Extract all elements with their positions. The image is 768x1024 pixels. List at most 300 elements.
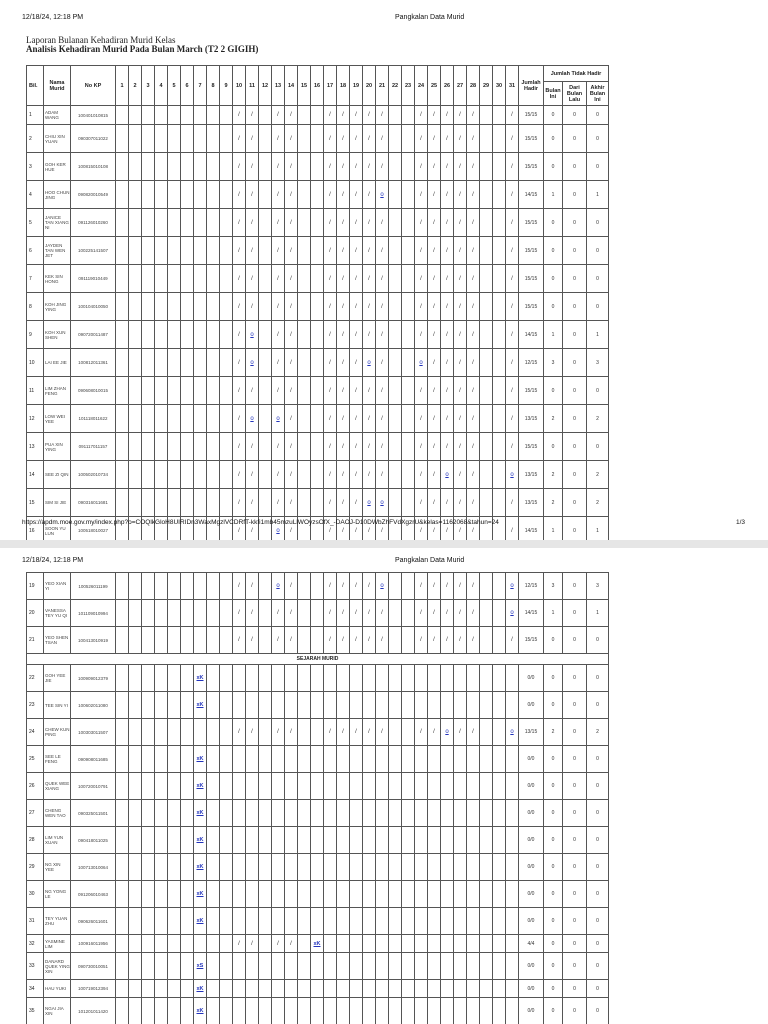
- day-cell: [181, 405, 194, 433]
- day-cell: [129, 293, 142, 321]
- day-cell: [337, 935, 350, 953]
- day-cell: o: [506, 719, 519, 746]
- student-kp: 100602011080: [71, 692, 116, 719]
- day-cell: [181, 980, 194, 998]
- report-title-line2: Analisis Kehadiran Murid Pada Bulan March (T2 2 GIGIH): [26, 44, 259, 54]
- day-cell: [168, 293, 181, 321]
- day-cell: /: [246, 209, 259, 237]
- row-bil: 6: [27, 237, 44, 265]
- tidak-hadir-bulan-ini: 0: [544, 746, 563, 773]
- col-day: 3: [142, 66, 155, 106]
- day-cell: xK: [194, 773, 207, 800]
- day-cell: /: [246, 265, 259, 293]
- day-cell: [298, 461, 311, 489]
- day-cell: /: [506, 125, 519, 153]
- col-day: 7: [194, 66, 207, 106]
- day-cell: /: [415, 600, 428, 627]
- tidak-hadir-bulan-ini: 3: [544, 349, 563, 377]
- day-cell: /: [506, 106, 519, 125]
- day-cell: [415, 980, 428, 998]
- col-day: 17: [324, 66, 337, 106]
- day-cell: /: [376, 265, 389, 293]
- day-cell: /: [233, 935, 246, 953]
- day-cell: [493, 953, 506, 980]
- day-cell: [324, 908, 337, 935]
- day-cell: /: [324, 237, 337, 265]
- day-cell: [506, 953, 519, 980]
- day-cell: /: [350, 627, 363, 654]
- student-name: LIM YUN XUAN: [44, 827, 71, 854]
- tidak-hadir-akhir-bulan-ini: 1: [587, 517, 609, 541]
- day-cell: /: [415, 293, 428, 321]
- col-day: 18: [337, 66, 350, 106]
- student-name: SIM SI JIE: [44, 489, 71, 517]
- day-cell: /: [272, 321, 285, 349]
- day-cell: [129, 377, 142, 405]
- print-timestamp: 12/18/24, 12:18 PM: [22, 557, 84, 564]
- day-cell: [350, 854, 363, 881]
- day-cell: [480, 953, 493, 980]
- table-row: [27, 573, 609, 600]
- tidak-hadir-dari-bulan-lalu: 0: [563, 746, 587, 773]
- day-cell: [311, 489, 324, 517]
- day-cell: [181, 209, 194, 237]
- day-cell: [441, 854, 454, 881]
- day-cell: /: [246, 935, 259, 953]
- day-cell: /: [467, 125, 480, 153]
- student-name: KOH XUN SHEN: [44, 321, 71, 349]
- day-cell: [389, 349, 402, 377]
- student-name: TEE SIN YI: [44, 692, 71, 719]
- day-cell: [207, 827, 220, 854]
- col-day: 14: [285, 66, 298, 106]
- day-cell: [402, 489, 415, 517]
- tidak-hadir-akhir-bulan-ini: 0: [587, 998, 609, 1024]
- day-cell: [311, 293, 324, 321]
- day-cell: [493, 106, 506, 125]
- day-cell: [467, 908, 480, 935]
- day-cell: [116, 321, 129, 349]
- day-cell: [259, 600, 272, 627]
- day-cell: [259, 746, 272, 773]
- tidak-hadir-akhir-bulan-ini: 0: [587, 293, 609, 321]
- day-cell: [207, 600, 220, 627]
- day-cell: /: [233, 405, 246, 433]
- day-cell: [337, 998, 350, 1024]
- day-cell: [142, 293, 155, 321]
- row-bil: 29: [27, 854, 44, 881]
- day-cell: /: [285, 293, 298, 321]
- day-cell: [220, 773, 233, 800]
- tidak-hadir-bulan-ini: 2: [544, 405, 563, 433]
- day-cell: o: [376, 489, 389, 517]
- table-row: [27, 800, 609, 827]
- day-cell: [298, 746, 311, 773]
- day-cell: [285, 881, 298, 908]
- day-cell: [194, 573, 207, 600]
- day-cell: /: [506, 377, 519, 405]
- day-cell: [272, 908, 285, 935]
- tidak-hadir-bulan-ini: 0: [544, 106, 563, 125]
- tidak-hadir-bulan-ini: 2: [544, 461, 563, 489]
- day-cell: [129, 209, 142, 237]
- day-cell: [324, 881, 337, 908]
- day-cell: [493, 881, 506, 908]
- day-cell: [272, 746, 285, 773]
- day-cell: [116, 573, 129, 600]
- day-cell: [272, 800, 285, 827]
- day-cell: /: [454, 237, 467, 265]
- row-bil: 8: [27, 293, 44, 321]
- day-cell: [194, 106, 207, 125]
- day-cell: o: [441, 461, 454, 489]
- day-cell: [259, 935, 272, 953]
- day-cell: [493, 800, 506, 827]
- day-cell: /: [324, 517, 337, 541]
- day-cell: /: [454, 517, 467, 541]
- day-cell: [389, 461, 402, 489]
- day-cell: [168, 881, 181, 908]
- day-cell: [389, 433, 402, 461]
- tidak-hadir-dari-bulan-lalu: 0: [563, 998, 587, 1024]
- tidak-hadir-dari-bulan-lalu: 0: [563, 665, 587, 692]
- day-cell: /: [441, 573, 454, 600]
- day-cell: [428, 935, 441, 953]
- day-cell: [116, 125, 129, 153]
- day-cell: /: [467, 209, 480, 237]
- day-cell: [233, 998, 246, 1024]
- day-cell: /: [428, 627, 441, 654]
- day-cell: [220, 692, 233, 719]
- day-cell: [350, 998, 363, 1024]
- student-kp: 100720010791: [71, 773, 116, 800]
- day-cell: [402, 854, 415, 881]
- day-cell: [220, 980, 233, 998]
- day-cell: [389, 908, 402, 935]
- jumlah-hadir: 0/0: [519, 881, 544, 908]
- student-kp: 091119010449: [71, 265, 116, 293]
- day-cell: [402, 980, 415, 998]
- day-cell: [168, 692, 181, 719]
- day-cell: [480, 349, 493, 377]
- student-name: GOH KER HUE: [44, 153, 71, 181]
- student-kp: 100909012379: [71, 665, 116, 692]
- day-cell: [480, 181, 493, 209]
- tidak-hadir-bulan-ini: 2: [544, 719, 563, 746]
- day-cell: [142, 692, 155, 719]
- day-cell: [181, 854, 194, 881]
- day-cell: /: [428, 349, 441, 377]
- day-cell: /: [467, 377, 480, 405]
- day-cell: [194, 321, 207, 349]
- day-cell: /: [350, 405, 363, 433]
- day-cell: /: [467, 517, 480, 541]
- day-cell: [259, 377, 272, 405]
- day-cell: [129, 953, 142, 980]
- day-cell: [298, 998, 311, 1024]
- day-cell: [454, 854, 467, 881]
- jumlah-hadir: 12/15: [519, 573, 544, 600]
- day-cell: [350, 908, 363, 935]
- student-kp: 100815010108: [71, 153, 116, 181]
- day-cell: [402, 998, 415, 1024]
- attendance-table-body: [27, 573, 609, 654]
- day-cell: [168, 854, 181, 881]
- day-cell: [480, 719, 493, 746]
- student-kp: 090720011487: [71, 321, 116, 349]
- tidak-hadir-dari-bulan-lalu: 0: [563, 773, 587, 800]
- day-cell: /: [415, 209, 428, 237]
- day-cell: [402, 181, 415, 209]
- student-name: SEE ZI QIN: [44, 461, 71, 489]
- day-cell: [298, 209, 311, 237]
- tidak-hadir-dari-bulan-lalu: 0: [563, 692, 587, 719]
- day-cell: /: [324, 265, 337, 293]
- jumlah-hadir: 0/0: [519, 980, 544, 998]
- row-bil: 31: [27, 908, 44, 935]
- day-cell: [402, 573, 415, 600]
- col-day: 30: [493, 66, 506, 106]
- day-cell: o: [363, 349, 376, 377]
- day-cell: /: [441, 293, 454, 321]
- day-cell: [311, 237, 324, 265]
- tidak-hadir-dari-bulan-lalu: 0: [563, 377, 587, 405]
- tidak-hadir-akhir-bulan-ini: 0: [587, 106, 609, 125]
- day-cell: o: [376, 181, 389, 209]
- day-cell: [311, 800, 324, 827]
- day-cell: /: [454, 321, 467, 349]
- day-cell: [324, 665, 337, 692]
- day-cell: [363, 746, 376, 773]
- day-cell: o: [246, 405, 259, 433]
- day-cell: [116, 854, 129, 881]
- day-cell: [311, 827, 324, 854]
- tidak-hadir-bulan-ini: 1: [544, 321, 563, 349]
- jumlah-hadir: 0/0: [519, 998, 544, 1024]
- day-cell: /: [454, 600, 467, 627]
- day-cell: [389, 719, 402, 746]
- day-cell: [155, 773, 168, 800]
- day-cell: [376, 827, 389, 854]
- day-cell: [194, 209, 207, 237]
- day-cell: /: [376, 293, 389, 321]
- day-cell: [363, 800, 376, 827]
- day-cell: /: [506, 237, 519, 265]
- day-cell: [220, 854, 233, 881]
- day-cell: [363, 908, 376, 935]
- day-cell: [207, 377, 220, 405]
- day-cell: /: [441, 125, 454, 153]
- day-cell: /: [363, 573, 376, 600]
- day-cell: [415, 692, 428, 719]
- day-cell: [402, 719, 415, 746]
- day-cell: [441, 881, 454, 908]
- day-cell: [168, 489, 181, 517]
- day-cell: o: [506, 461, 519, 489]
- tidak-hadir-bulan-ini: 0: [544, 881, 563, 908]
- day-cell: [480, 209, 493, 237]
- jumlah-hadir: 15/15: [519, 125, 544, 153]
- day-cell: [506, 665, 519, 692]
- day-cell: [324, 998, 337, 1024]
- tidak-hadir-dari-bulan-lalu: 0: [563, 489, 587, 517]
- day-cell: /: [324, 321, 337, 349]
- tidak-hadir-dari-bulan-lalu: 0: [563, 106, 587, 125]
- table-row: [27, 405, 609, 433]
- day-cell: [116, 935, 129, 953]
- day-cell: /: [324, 489, 337, 517]
- day-cell: /: [506, 293, 519, 321]
- day-cell: [363, 998, 376, 1024]
- day-cell: [350, 773, 363, 800]
- day-cell: /: [246, 293, 259, 321]
- day-cell: [389, 746, 402, 773]
- day-cell: [129, 773, 142, 800]
- day-cell: [207, 773, 220, 800]
- day-cell: o: [272, 405, 285, 433]
- day-cell: [402, 377, 415, 405]
- jumlah-hadir: 13/15: [519, 719, 544, 746]
- day-cell: [168, 953, 181, 980]
- day-cell: [181, 998, 194, 1024]
- day-cell: [155, 953, 168, 980]
- table-row: [27, 998, 609, 1024]
- day-cell: /: [324, 349, 337, 377]
- day-cell: /: [428, 106, 441, 125]
- day-cell: [194, 600, 207, 627]
- day-cell: [220, 573, 233, 600]
- day-cell: [272, 665, 285, 692]
- day-cell: [116, 349, 129, 377]
- day-cell: /: [415, 377, 428, 405]
- day-cell: [259, 719, 272, 746]
- day-cell: [246, 665, 259, 692]
- day-cell: [402, 349, 415, 377]
- day-cell: [467, 881, 480, 908]
- day-cell: [311, 349, 324, 377]
- report-title-line1: Laporan Bulanan Kehadiran Murid Kelas: [26, 35, 176, 45]
- day-cell: [493, 600, 506, 627]
- day-cell: [493, 854, 506, 881]
- col-day: 12: [259, 66, 272, 106]
- day-cell: [220, 908, 233, 935]
- student-name: VANESSA TEY YU QI: [44, 600, 71, 627]
- jumlah-hadir: 15/15: [519, 627, 544, 654]
- day-cell: [298, 953, 311, 980]
- day-cell: /: [324, 125, 337, 153]
- day-cell: [168, 665, 181, 692]
- tidak-hadir-bulan-ini: 1: [544, 600, 563, 627]
- day-cell: /: [376, 106, 389, 125]
- day-cell: /: [233, 461, 246, 489]
- day-cell: /: [350, 125, 363, 153]
- day-cell: [259, 349, 272, 377]
- day-cell: /: [415, 489, 428, 517]
- day-cell: /: [272, 433, 285, 461]
- day-cell: /: [363, 125, 376, 153]
- day-cell: [493, 980, 506, 998]
- day-cell: [194, 153, 207, 181]
- day-cell: [116, 237, 129, 265]
- tidak-hadir-akhir-bulan-ini: 1: [587, 321, 609, 349]
- day-cell: [298, 237, 311, 265]
- day-cell: /: [337, 209, 350, 237]
- day-cell: [194, 125, 207, 153]
- day-cell: [181, 377, 194, 405]
- day-cell: /: [428, 461, 441, 489]
- day-cell: [220, 665, 233, 692]
- day-cell: [220, 106, 233, 125]
- day-cell: [389, 600, 402, 627]
- day-cell: [337, 746, 350, 773]
- tidak-hadir-akhir-bulan-ini: 0: [587, 692, 609, 719]
- day-cell: /: [363, 153, 376, 181]
- day-cell: [285, 980, 298, 998]
- day-cell: /: [285, 461, 298, 489]
- day-cell: [168, 773, 181, 800]
- student-name: PUA XIN YING: [44, 433, 71, 461]
- day-cell: /: [363, 237, 376, 265]
- jumlah-hadir: 14/15: [519, 321, 544, 349]
- row-bil: 13: [27, 433, 44, 461]
- student-name: LIM ZHAN FENG: [44, 377, 71, 405]
- day-cell: [311, 377, 324, 405]
- day-cell: [402, 665, 415, 692]
- day-cell: [337, 665, 350, 692]
- day-cell: /: [376, 125, 389, 153]
- day-cell: /: [441, 181, 454, 209]
- day-cell: [155, 321, 168, 349]
- day-cell: [155, 461, 168, 489]
- day-cell: [207, 125, 220, 153]
- day-cell: [506, 692, 519, 719]
- jumlah-hadir: 14/15: [519, 181, 544, 209]
- jumlah-hadir: 0/0: [519, 827, 544, 854]
- jumlah-hadir: 12/15: [519, 349, 544, 377]
- day-cell: [259, 627, 272, 654]
- day-cell: [142, 106, 155, 125]
- tidak-hadir-dari-bulan-lalu: 0: [563, 405, 587, 433]
- day-cell: /: [467, 461, 480, 489]
- day-cell: /: [376, 153, 389, 181]
- day-cell: /: [285, 106, 298, 125]
- day-cell: [311, 106, 324, 125]
- day-cell: [376, 854, 389, 881]
- day-cell: [324, 746, 337, 773]
- day-cell: [415, 773, 428, 800]
- day-cell: /: [233, 349, 246, 377]
- tidak-hadir-dari-bulan-lalu: 0: [563, 573, 587, 600]
- day-cell: [285, 746, 298, 773]
- day-cell: [389, 627, 402, 654]
- row-bil: 20: [27, 600, 44, 627]
- col-day: 11: [246, 66, 259, 106]
- day-cell: [155, 237, 168, 265]
- day-cell: [129, 489, 142, 517]
- jumlah-hadir: 0/0: [519, 854, 544, 881]
- print-timestamp: 12/18/24, 12:18 PM: [22, 14, 84, 21]
- table-row: [27, 665, 609, 692]
- day-cell: /: [415, 265, 428, 293]
- day-cell: /: [246, 181, 259, 209]
- day-cell: o: [272, 573, 285, 600]
- day-cell: [480, 773, 493, 800]
- jumlah-hadir: 15/15: [519, 293, 544, 321]
- day-cell: [168, 377, 181, 405]
- day-cell: [181, 321, 194, 349]
- day-cell: [415, 746, 428, 773]
- tidak-hadir-akhir-bulan-ini: 0: [587, 377, 609, 405]
